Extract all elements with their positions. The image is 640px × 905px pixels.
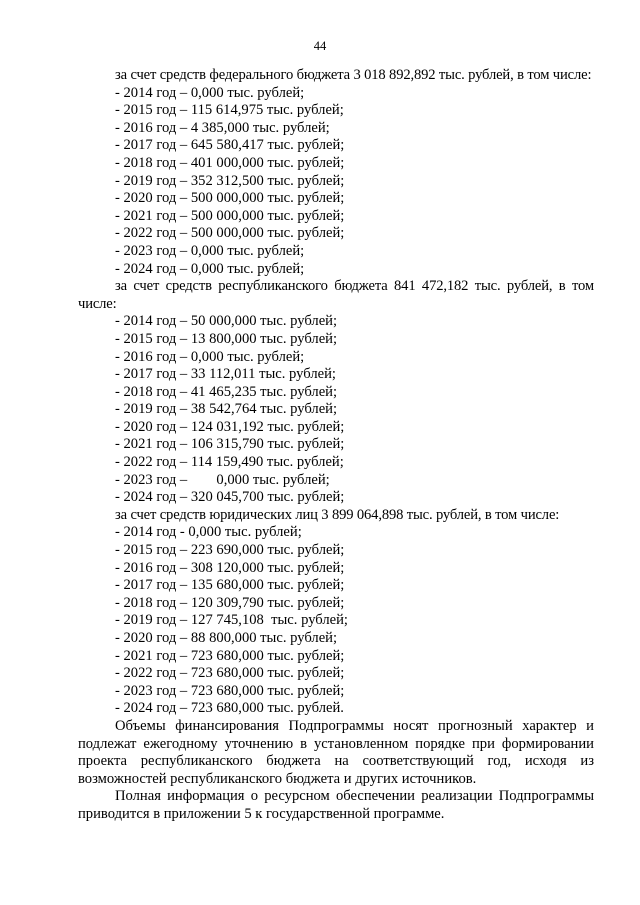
list-item: - 2021 год – 106 315,790 тыс. рублей; (115, 436, 345, 453)
republican-budget-list (78, 313, 594, 507)
list-item: - 2022 год – 114 159,490 тыс. рублей; (115, 454, 344, 471)
list-item: - 2017 год – 135 680,000 тыс. рублей; (115, 577, 345, 594)
page-number: 44 (313, 39, 327, 53)
list-item: - 2019 год – 38 542,764 тыс. рублей; (115, 401, 338, 418)
republican-budget-intro: за счет средств республиканского бюджета 841 472,182 тыс. рублей, в том числе: (78, 278, 594, 312)
list-item: - 2016 год – 308 120,000 тыс. рублей; (115, 559, 345, 576)
financing-note-paragraph: Объемы финансирования Подпрограммы носят прогнозный характер и подлежат ежегодному уточнению в установленном порядке при формировании проекта республиканского бюджета на соответствующий год, исходя из возможностей республиканского бюджета и других источников. (78, 717, 594, 787)
legal-entities-list (78, 524, 594, 718)
list-item: - 2015 год – 115 614,975 тыс. рублей; (115, 102, 344, 119)
list-item: - 2019 год – 352 312,500 тыс. рублей; (115, 172, 345, 189)
document-body (78, 67, 594, 824)
list-item: - 2014 год - 0,000 тыс. рублей; (115, 524, 302, 541)
list-item: - 2022 год – 500 000,000 тыс. рублей; (115, 225, 345, 242)
list-item: - 2017 год – 33 112,011 тыс. рублей; (115, 366, 336, 383)
list-item: - 2024 год – 0,000 тыс. рублей; (115, 260, 305, 277)
list-item: - 2014 год – 50 000,000 тыс. рублей; (115, 313, 338, 330)
list-item: - 2015 год – 13 800,000 тыс. рублей; (115, 330, 338, 347)
legal-entities-intro: за счет средств юридических лиц 3 899 064,898 тыс. рублей, в том числе: (115, 506, 560, 523)
list-item: - 2023 год – 0,000 тыс. рублей; (115, 471, 330, 488)
resource-info-paragraph: Полная информация о ресурсном обеспечении реализации Подпрограммы приводится в приложении 5 к государственной программе. (78, 788, 594, 822)
list-item: - 2019 год – 127 745,108 тыс. рублей; (115, 612, 348, 629)
list-item: - 2018 год – 41 465,235 тыс. рублей; (115, 383, 338, 400)
list-item: - 2016 год – 4 385,000 тыс. рублей; (115, 119, 330, 136)
federal-budget-intro: за счет средств федерального бюджета 3 018 892,892 тыс. рублей, в том числе: (115, 67, 592, 83)
list-item: - 2021 год – 500 000,000 тыс. рублей; (115, 207, 345, 224)
federal-budget-list (78, 85, 594, 279)
list-item: - 2014 год – 0,000 тыс. рублей; (115, 84, 305, 101)
list-item: - 2020 год – 500 000,000 тыс. рублей; (115, 190, 345, 207)
list-item: - 2018 год – 401 000,000 тыс. рублей; (115, 154, 345, 171)
list-item: - 2023 год – 0,000 тыс. рублей; (115, 242, 305, 259)
list-item: - 2018 год – 120 309,790 тыс. рублей; (115, 594, 345, 611)
list-item: - 2024 год – 723 680,000 тыс. рублей. (115, 700, 344, 717)
list-item: - 2022 год – 723 680,000 тыс. рублей; (115, 665, 345, 682)
list-item: - 2021 год – 723 680,000 тыс. рублей; (115, 647, 345, 664)
list-item: - 2020 год – 88 800,000 тыс. рублей; (115, 630, 338, 646)
list-item: - 2017 год – 645 580,417 тыс. рублей; (115, 137, 345, 154)
list-item: - 2020 год – 124 031,192 тыс. рублей; (115, 418, 345, 435)
list-item: - 2023 год – 723 680,000 тыс. рублей; (115, 682, 345, 699)
list-item: - 2016 год – 0,000 тыс. рублей; (115, 348, 305, 365)
list-item: - 2015 год – 223 690,000 тыс. рублей; (115, 542, 345, 559)
list-item: - 2024 год – 320 045,700 тыс. рублей; (115, 489, 345, 506)
